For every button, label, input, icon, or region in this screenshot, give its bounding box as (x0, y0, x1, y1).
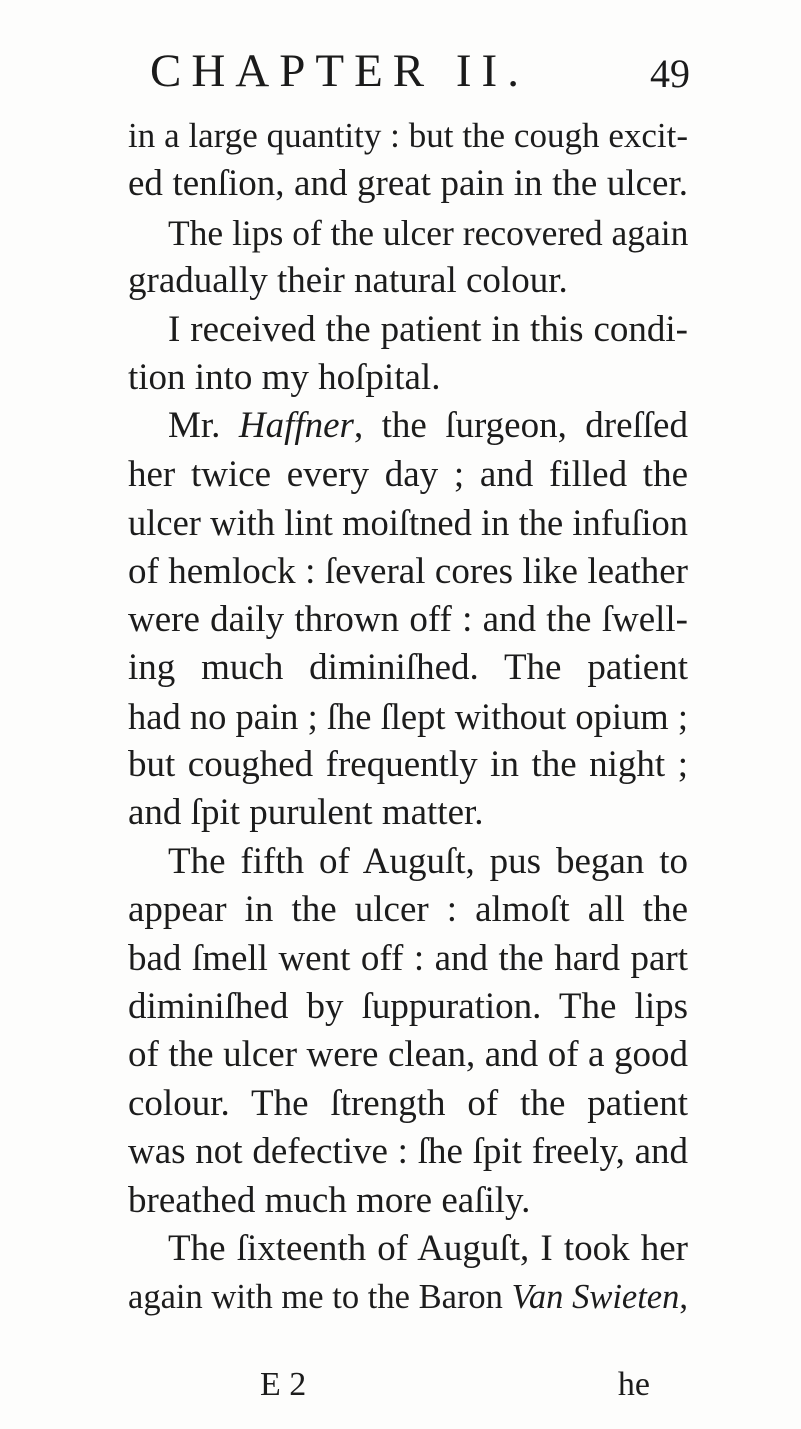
text-line: The ſixteenth of Auguſt, I took her (168, 1227, 688, 1269)
italic-name: Haffner (238, 405, 354, 447)
signature-mark: E 2 (260, 1366, 307, 1403)
text-line: ing much diminiſhed. The patient (128, 647, 688, 689)
text-line: in a large quantity : but the cough excit- (128, 116, 688, 155)
text-line: Mr. Haffner, the ſurgeon, dreſſed (168, 405, 688, 447)
text-line: but coughed frequently in the night ; (128, 744, 688, 786)
text-line: bad ſmell went off : and the hard part (128, 937, 688, 979)
body-text (128, 112, 688, 1322)
text-line: ed tenſion, and great pain in the ulcer. (128, 163, 688, 205)
running-head: CHAPTER II. (150, 45, 529, 97)
text-line: were daily thrown off : and the ſwell- (128, 598, 688, 640)
text-line: tion into my hoſpital. (128, 356, 441, 398)
italic-name: Van Swieten (511, 1278, 680, 1317)
text-line: diminiſhed by ſuppuration. The lips (128, 986, 688, 1028)
text-line: The fifth of Auguſt, pus began to (168, 840, 688, 882)
text-line: I received the patient in this condi- (168, 308, 688, 350)
text-line: of the ulcer were clean, and of a good (128, 1034, 688, 1076)
text-line: her twice every day ; and filled the (128, 453, 688, 495)
text-line: The lips of the ulcer recovered again (168, 212, 689, 253)
text-line: and ſpit purulent matter. (128, 792, 484, 834)
catchword: he (617, 1366, 650, 1403)
page-number: 49 (650, 51, 690, 96)
page-footer (260, 1366, 650, 1412)
text-line: again with me to the Baron Van Swieten, (128, 1278, 688, 1317)
text-line: ulcer with lint moiſtned in the infuſion (128, 502, 688, 544)
text-line: breathed much more eaſily. (128, 1179, 531, 1221)
text-line: appear in the ulcer : almoſt all the (128, 889, 688, 931)
text-line: of hemlock : ſeveral cores like leather (128, 550, 688, 592)
text-line: was not defective : ſhe ſpit freely, and (128, 1131, 688, 1173)
text-line: gradually their natural colour. (128, 260, 568, 302)
page-header (150, 44, 690, 104)
text-line: had no pain ; ſhe ſlept without opium ; (128, 695, 688, 737)
text-line: colour. The ſtrength of the patient (128, 1082, 688, 1124)
